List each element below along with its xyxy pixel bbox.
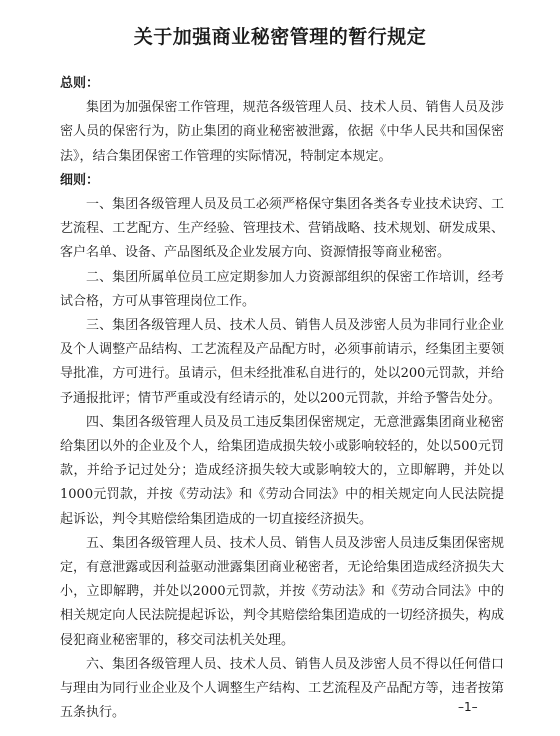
page-number: –1– [458, 700, 478, 714]
article-1: 一、集团各级管理人员及员工必须严格保守集团各类各专业技术诀窍、工艺流程、工艺配方、生产经验、管理技术、营销战略、技术规划、研发成果、客户名单、设备、产品图纸及企业发展方向、资源情报等商业秘密。 [60, 197, 504, 261]
general-paragraph: 集团为加强保密工作管理，规范各级管理人员、技术人员、销售人员及涉密人员的保密行为，防止集团的商业秘密被泄露，依据《中华人民共和国保密法》，结合集团保密工作管理的实际情况，特制定本规定。 [60, 100, 504, 164]
article-2: 二、集团所属单位员工应定期参加人力资源部组织的保密工作培训，经考试合格，方可从事管理岗位工作。 [60, 269, 504, 309]
document-body [60, 72, 504, 725]
article-3: 三、集团各级管理人员、技术人员、销售人员及涉密人员为非同行业企业及个人调整产品结构、工艺流程及产品配方时，必须事前请示，经集团主要领导批准，方可进行。虽请示，但未经批准私自进行的，处以200元罚款，并给予通报批评；情节严重或没有经请示的，处以200元罚款，并给予警告处分。 [60, 318, 504, 406]
article-5: 五、集团各级管理人员、技术人员、销售人员及涉密人员违反集团保密规定，有意泄露或因利益驱动泄露集团商业秘密者，无论给集团造成经济损失大小，立即解聘，并处以2000元罚款，并按《劳动法》和《劳动合同法》中的相关规定向人民法院提起诉讼，判令其赔偿给集团造成的一切经济损失，构成侵犯商业秘密罪的，移交司法机关处理。 [60, 535, 504, 648]
page-title: 关于加强商业秘密管理的暂行规定 [133, 26, 427, 48]
article-6: 六、集团各级管理人员、技术人员、销售人员及涉密人员不得以任何借口与理由为同行业企业及个人调整生产结构、工艺流程及产品配方等，违者按第五条执行。 [60, 656, 504, 721]
general-heading: 总则： [60, 76, 100, 91]
article-4: 四、集团各级管理人员及员工违反集团保密规定，无意泄露集团商业秘密给集团以外的企业及个人，给集团造成损失较小或影响较轻的，处以500元罚款，并给予记过处分；造成经济损失较大或影响较大的，立即解聘，并处以1000元罚款，并按《劳动法》和《劳动合同法》中的相关规定向人民法院提起诉讼，判令其赔偿给集团造成的一切直接经济损失。 [60, 414, 504, 527]
details-heading: 细则： [60, 172, 100, 188]
